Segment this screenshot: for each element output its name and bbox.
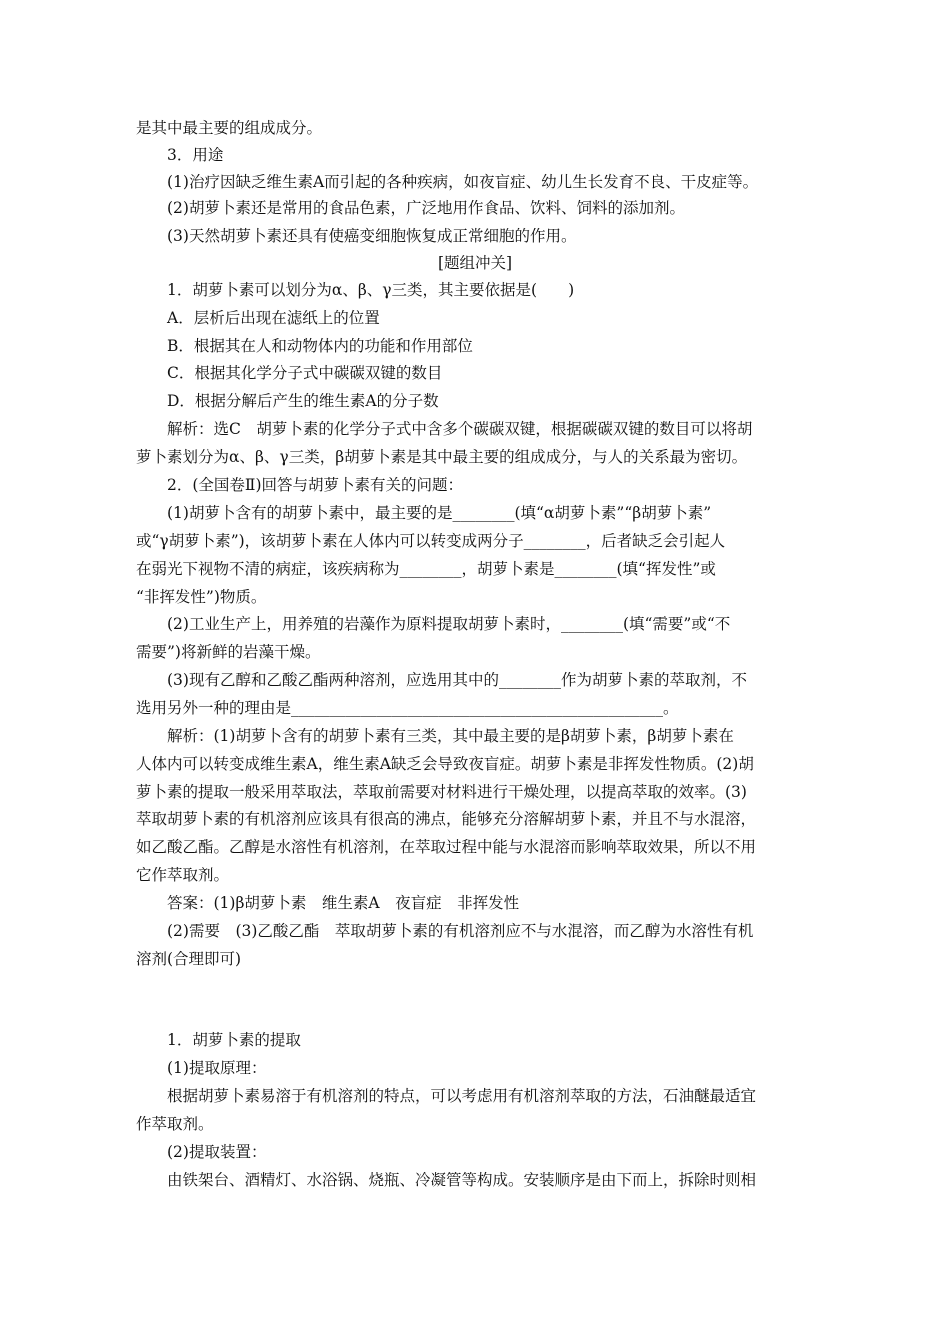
analysis-line: 它作萃取剂。 (136, 866, 230, 884)
exercise-group-heading: [题组冲关] (437, 254, 513, 272)
analysis-line: 人体内可以转变成维生素A，维生素A缺乏会导致夜盲症。胡萝卜素是非挥发性物质。(2)胡 (136, 755, 754, 773)
option-c: C．根据其化学分子式中碳碳双键的数目 (167, 364, 443, 382)
analysis-line: 萝卜素划分为α、β、γ三类，β胡萝卜素是其中最主要的组成成分，与人的关系最为密切。 (136, 448, 748, 466)
question-line: 或“γ胡萝卜素”)，该胡萝卜素在人体内可以转变成两分子________，后者缺乏会引起人 (136, 532, 726, 550)
text-line: (1)提取原理： (167, 1059, 267, 1077)
section-heading-extraction: 1．胡萝卜素的提取 (167, 1031, 301, 1049)
option-b: B．根据其在人和动物体内的功能和作用部位 (167, 337, 473, 355)
question-line: (2)工业生产上，用养殖的岩藻作为原料提取胡萝卜素时，________(填“需要”或“不 (167, 615, 731, 633)
question-line: “非挥发性”)物质。 (136, 588, 267, 606)
analysis-line: 如乙酸乙酯。乙醇是水溶性有机溶剂，在萃取过程中能与水混溶而影响萃取效果，所以不用 (136, 838, 757, 856)
text-line: (2)胡萝卜素还是常用的食品色素，广泛地用作食品、饮料、饲料的添加剂。 (167, 199, 685, 217)
text-line: 根据胡萝卜素易溶于有机溶剂的特点，可以考虑用有机溶剂萃取的方法，石油醚最适宜 (167, 1087, 757, 1105)
question-2: 2．(全国卷Ⅱ)回答与胡萝卜素有关的问题： (167, 476, 463, 494)
text-line: 是其中最主要的组成成分。 (136, 119, 323, 137)
question-line: 需要”)将新鲜的岩藻干燥。 (136, 643, 321, 661)
answer-line: 答案：(1)β胡萝卜素 维生素A 夜盲症 非挥发性 (167, 894, 520, 912)
question-line: 选用另外一种的理由是________________________________________________。 (136, 699, 679, 717)
analysis-line: 解析：选C 胡萝卜素的化学分子式中含多个碳碳双键，根据碳碳双键的数目可以将胡 (167, 420, 753, 438)
text-line: (2)提取装置： (167, 1143, 267, 1161)
question-line: (3)现有乙醇和乙酸乙酯两种溶剂，应选用其中的________作为胡萝卜素的萃取剂，不 (167, 671, 747, 689)
question-line: 在弱光下视物不清的病症，该疾病称为________，胡萝卜素是________(填“挥发性”或 (136, 560, 716, 578)
analysis-line: 萃取胡萝卜素的有机溶剂应该具有很高的沸点，能够充分溶解胡萝卜素，并且不与水混溶， (136, 810, 757, 828)
analysis-line: 解析：(1)胡萝卜含有的胡萝卜素有三类，其中最主要的是β胡萝卜素，β胡萝卜素在 (167, 727, 734, 745)
question-1: 1．胡萝卜素可以划分为α、β、γ三类，其主要依据是( ) (167, 281, 575, 299)
option-d: D．根据分解后产生的维生素A的分子数 (167, 392, 439, 410)
section-heading-uses: 3．用途 (167, 146, 224, 164)
option-a: A．层析后出现在滤纸上的位置 (167, 309, 380, 327)
text-line: 作萃取剂。 (136, 1115, 214, 1133)
text-line: (3)天然胡萝卜素还具有使癌变细胞恢复成正常细胞的作用。 (167, 227, 577, 245)
answer-line: (2)需要 (3)乙酸乙酯 萃取胡萝卜素的有机溶剂应不与水混溶，而乙醇为水溶性有机 (167, 922, 754, 940)
text-line: (1)治疗因缺乏维生素A而引起的各种疾病，如夜盲症、幼儿生长发育不良、干皮症等。 (167, 173, 759, 191)
analysis-line: 萝卜素的提取一般采用萃取法，萃取前需要对材料进行干燥处理，以提高萃取的效率。(3) (136, 783, 747, 801)
text-line: 由铁架台、酒精灯、水浴锅、烧瓶、冷凝管等构成。安装顺序是由下而上，拆除时则相 (167, 1171, 757, 1189)
question-line: (1)胡萝卜含有的胡萝卜素中，最主要的是________(填“α胡萝卜素”“β胡萝卜素” (167, 504, 712, 522)
answer-line: 溶剂(合理即可) (136, 950, 242, 968)
